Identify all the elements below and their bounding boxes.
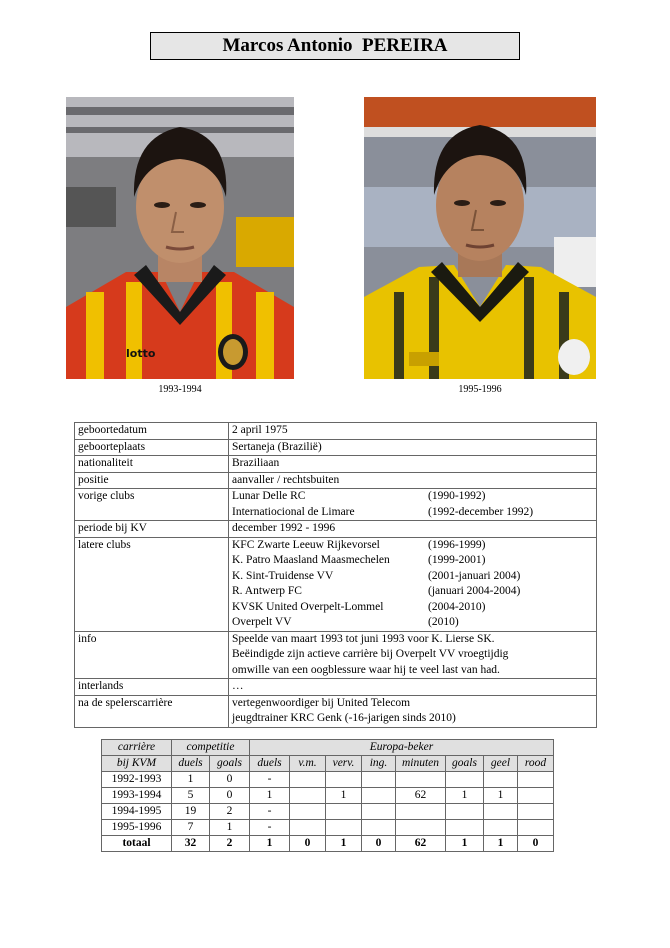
table-cell: 2	[210, 804, 250, 820]
info-row-after-career	[75, 695, 597, 727]
table-cell: 1	[326, 788, 362, 804]
table-cell: 1	[250, 788, 290, 804]
club-period: (1999-2001)	[428, 554, 486, 566]
table-cell	[484, 820, 518, 836]
info-row-previous-clubs	[75, 489, 597, 521]
label-info: info	[75, 631, 229, 679]
label-birthplace: geboorteplaats	[75, 439, 229, 456]
value-later-clubs	[229, 537, 597, 631]
table-cell	[484, 772, 518, 788]
total-cell: 0	[290, 836, 326, 852]
total-cell: 0	[362, 836, 396, 852]
value-position: aanvaller / rechtsbuiten	[229, 472, 597, 489]
table-cell	[518, 820, 554, 836]
table-row	[102, 804, 554, 820]
table-cell	[326, 772, 362, 788]
table-cell	[518, 804, 554, 820]
header-cell: v.m.	[290, 756, 326, 772]
club-name: Overpelt VV	[232, 616, 292, 628]
table-cell: -	[250, 804, 290, 820]
table-cell: 1	[172, 772, 210, 788]
club-period: (2001-januari 2004)	[428, 569, 521, 582]
header-career: carrière	[102, 740, 172, 756]
info-line: omwille van een oogblessure waar hij te veel last van had.	[232, 663, 500, 676]
club-period: (2010)	[428, 616, 459, 628]
header-cell: goals	[210, 756, 250, 772]
info-row-later-clubs	[75, 537, 597, 631]
table-cell	[396, 820, 446, 836]
total-cell: 1	[326, 836, 362, 852]
table-cell	[518, 772, 554, 788]
club-entry	[232, 584, 593, 600]
club-name: KFC Zwarte Leeuw Rijkevorsel	[232, 538, 380, 551]
value-interlands: …	[229, 679, 597, 696]
header-cell: geel	[484, 756, 518, 772]
table-cell: 1992-1993	[102, 772, 172, 788]
table-row	[102, 772, 554, 788]
header-cell: verv.	[326, 756, 362, 772]
table-cell	[396, 772, 446, 788]
table-cell	[290, 772, 326, 788]
club-name: Lunar Delle RC	[232, 490, 306, 502]
info-row-interlands	[75, 679, 597, 696]
club-period: (1992-december 1992)	[428, 505, 534, 518]
page-title: Marcos Antonio PEREIRA	[150, 32, 520, 60]
club-period: (1990-1992)	[428, 490, 486, 502]
label-position: positie	[75, 472, 229, 489]
table-cell	[362, 804, 396, 820]
table-row	[102, 788, 554, 804]
after-career-line: vertegenwoordiger bij United Telecom	[232, 696, 411, 709]
club-entry	[232, 615, 593, 631]
label-birthdate: geboortedatum	[75, 423, 229, 440]
table-row	[102, 820, 554, 836]
table-cell: 1994-1995	[102, 804, 172, 820]
table-cell: 1995-1996	[102, 820, 172, 836]
stats-header-row-1	[102, 740, 554, 756]
table-cell	[446, 820, 484, 836]
after-career-line: jeugdtrainer KRC Genk (-16-jarigen sinds 2010)	[232, 712, 456, 724]
header-cell: bij KVM	[102, 756, 172, 772]
club-entry	[232, 553, 593, 569]
info-row-birthdate	[75, 423, 597, 440]
table-cell: -	[250, 820, 290, 836]
table-total-row	[102, 836, 554, 852]
header-europa: Europa-beker	[250, 740, 554, 756]
table-cell	[326, 804, 362, 820]
label-after-career: na de spelerscarrière	[75, 695, 229, 727]
info-line: Beëindigde zijn actieve carrière bij Overpelt VV vroegtijdig	[232, 648, 509, 660]
table-cell	[326, 820, 362, 836]
photo-illustration-red-yellow	[66, 97, 294, 379]
stats-header-row-2	[102, 756, 554, 772]
value-previous-clubs	[229, 489, 597, 521]
info-row-birthplace	[75, 439, 597, 456]
table-cell: 19	[172, 804, 210, 820]
club-entry	[232, 505, 593, 521]
svg-text:lotto: lotto	[126, 347, 156, 360]
table-cell	[446, 804, 484, 820]
value-period: december 1992 - 1996	[229, 521, 597, 538]
table-cell	[518, 788, 554, 804]
table-cell	[290, 804, 326, 820]
club-name: Internatiocional de Limare	[232, 505, 355, 518]
table-cell: 1	[484, 788, 518, 804]
info-row-nationality	[75, 456, 597, 473]
player-photo-1995	[364, 97, 596, 379]
value-info	[229, 631, 597, 679]
table-cell	[446, 772, 484, 788]
table-cell: 62	[396, 788, 446, 804]
table-cell: 1	[446, 788, 484, 804]
total-cell: 0	[518, 836, 554, 852]
club-entry	[232, 538, 593, 554]
club-period: (2004-2010)	[428, 600, 486, 613]
table-cell	[396, 804, 446, 820]
value-after-career	[229, 695, 597, 727]
label-previous-clubs: vorige clubs	[75, 489, 229, 521]
label-nationality: nationaliteit	[75, 456, 229, 473]
header-cell: minuten	[396, 756, 446, 772]
club-name: K. Sint-Truidense VV	[232, 569, 334, 582]
total-cell: 2	[210, 836, 250, 852]
table-cell: -	[250, 772, 290, 788]
club-name: KVSK United Overpelt-Lommel	[232, 600, 384, 613]
table-cell	[362, 820, 396, 836]
label-period: periode bij KV	[75, 521, 229, 538]
header-cell: duels	[250, 756, 290, 772]
total-cell: 32	[172, 836, 210, 852]
photo-caption-2: 1995-1996	[458, 384, 502, 395]
club-name: K. Patro Maasland Maasmechelen	[232, 554, 390, 566]
table-cell: 7	[172, 820, 210, 836]
header-competitie: competitie	[172, 740, 250, 756]
header-cell: goals	[446, 756, 484, 772]
total-cell: 1	[484, 836, 518, 852]
label-later-clubs: latere clubs	[75, 537, 229, 631]
info-row-position	[75, 472, 597, 489]
player-photo-1993	[66, 97, 294, 379]
value-nationality: Braziliaan	[229, 456, 597, 473]
club-period: (1996-1999)	[428, 538, 486, 551]
table-cell	[290, 820, 326, 836]
table-cell	[362, 788, 396, 804]
table-cell: 1993-1994	[102, 788, 172, 804]
label-interlands: interlands	[75, 679, 229, 696]
header-cell: duels	[172, 756, 210, 772]
info-row-period	[75, 521, 597, 538]
header-cell: ing.	[362, 756, 396, 772]
photo-caption-1: 1993-1994	[158, 384, 202, 395]
table-cell: 5	[172, 788, 210, 804]
club-entry	[232, 600, 593, 616]
header-cell: rood	[518, 756, 554, 772]
club-entry	[232, 489, 593, 505]
table-cell	[362, 772, 396, 788]
table-cell	[290, 788, 326, 804]
career-stats-table	[101, 739, 554, 852]
total-cell: 1	[446, 836, 484, 852]
total-cell: 1	[250, 836, 290, 852]
table-cell	[484, 804, 518, 820]
photo-illustration-yellow	[364, 97, 596, 379]
club-name: R. Antwerp FC	[232, 585, 302, 597]
info-line: Speelde van maart 1993 tot juni 1993 voor K. Lierse SK.	[232, 632, 495, 645]
player-info-table	[74, 422, 597, 728]
table-cell: 1	[210, 820, 250, 836]
value-birthdate: 2 april 1975	[229, 423, 597, 440]
table-cell: 0	[210, 788, 250, 804]
total-cell: totaal	[102, 836, 172, 852]
info-row-info	[75, 631, 597, 679]
value-birthplace: Sertaneja (Brazilië)	[229, 439, 597, 456]
club-entry	[232, 569, 593, 585]
club-period: (januari 2004-2004)	[428, 585, 521, 597]
total-cell: 62	[396, 836, 446, 852]
table-cell: 0	[210, 772, 250, 788]
